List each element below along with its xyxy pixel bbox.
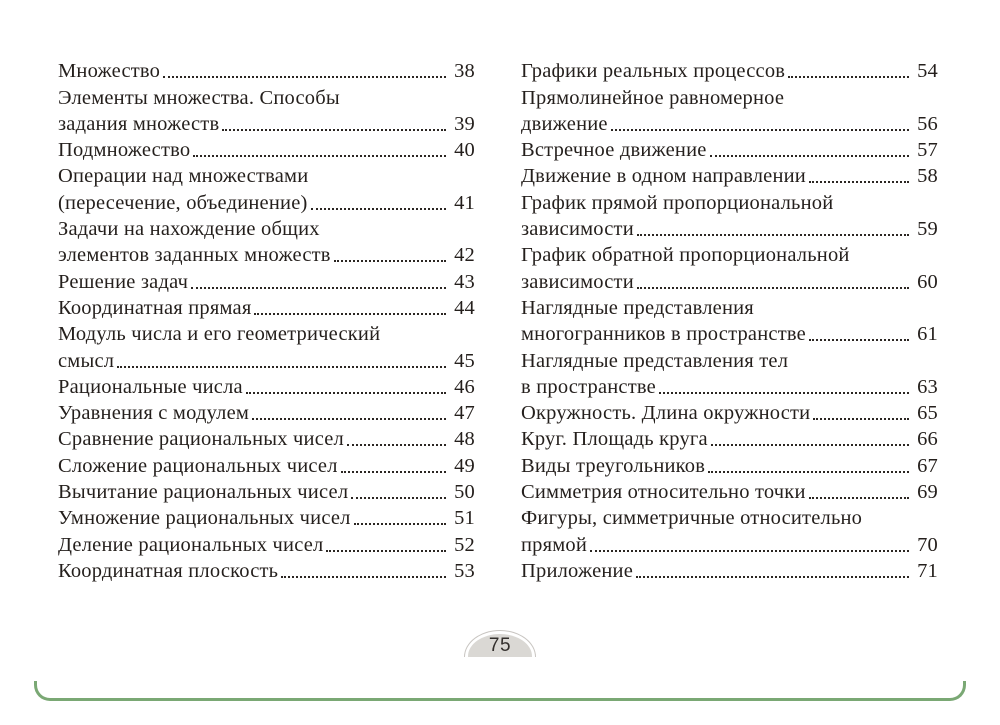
toc-entry-line xyxy=(58,478,475,504)
toc-entry-page-number: 71 xyxy=(917,559,938,582)
toc-entry-line xyxy=(58,504,475,530)
toc-entry-title: Множество xyxy=(58,60,161,83)
toc-entry-line xyxy=(58,399,475,425)
toc-entry-page-number: 49 xyxy=(454,454,475,477)
toc-entry-line xyxy=(58,241,475,267)
dotted-leader xyxy=(254,313,446,315)
toc-entry-title: Виды треугольников xyxy=(521,454,706,477)
toc-entry-page-number: 61 xyxy=(917,323,938,346)
page-number-dome-fill xyxy=(468,634,532,657)
toc-entry-page-number: 53 xyxy=(454,559,475,582)
toc-entry-line xyxy=(521,215,938,241)
toc-entry-title: Сложение рациональных чисел xyxy=(58,454,338,477)
dotted-leader xyxy=(788,76,909,78)
toc-entry-line xyxy=(521,241,938,267)
dotted-leader xyxy=(326,550,446,552)
toc-entry-page-number: 60 xyxy=(917,270,938,293)
toc-entry-line xyxy=(58,294,475,320)
toc-entry-title: Симметрия относительно точки xyxy=(521,481,806,504)
toc-entry-page-number: 54 xyxy=(917,60,938,83)
toc-entry-page-number: 51 xyxy=(454,507,475,530)
toc-entry-line xyxy=(58,373,475,399)
toc-entry-page-number: 48 xyxy=(454,428,475,451)
toc-entry-page-number: 69 xyxy=(917,481,938,504)
dotted-leader xyxy=(708,471,909,473)
dotted-leader xyxy=(334,260,446,262)
dotted-leader xyxy=(222,129,446,131)
toc-entry-page-number: 70 xyxy=(917,533,938,556)
dotted-leader xyxy=(354,523,446,525)
toc-entry-title: Встречное движение xyxy=(521,139,707,162)
toc-entry-title: Решение задач xyxy=(58,270,189,293)
toc-entry-page-number: 45 xyxy=(454,349,475,372)
toc-entry-title: Сравнение рациональных чисел xyxy=(58,428,344,451)
toc-entry-line xyxy=(58,425,475,451)
toc-entry-title: прямой xyxy=(521,533,588,556)
toc-entry-line xyxy=(58,57,475,83)
dotted-leader xyxy=(636,576,909,578)
toc-entry-title: Окружность. Длина окружности xyxy=(521,402,811,425)
toc-entry-title: многогранников в пространстве xyxy=(521,323,806,346)
toc-entry-line xyxy=(521,346,938,372)
toc-entry-title: Уравнения с модулем xyxy=(58,402,250,425)
page-frame-border xyxy=(34,681,966,701)
toc-entry-line xyxy=(58,320,475,346)
dotted-leader xyxy=(252,418,446,420)
toc-entry-title: задания множеств xyxy=(58,112,220,135)
toc-column-right xyxy=(521,57,938,583)
toc-entry-title: движение xyxy=(521,112,608,135)
toc-entry-title: Модуль числа и его геометрический xyxy=(58,323,381,346)
toc-entry-line xyxy=(521,294,938,320)
toc-entry-line xyxy=(58,530,475,556)
toc-entry-line xyxy=(58,346,475,372)
toc-entry-title: в пространстве xyxy=(521,375,656,398)
dotted-leader xyxy=(347,444,446,446)
toc-entry-title: Координатная плоскость xyxy=(58,559,279,582)
toc-entry-line xyxy=(521,57,938,83)
toc-entry-page-number: 63 xyxy=(917,375,938,398)
toc-entry-title: Вычитание рациональных чисел xyxy=(58,481,349,504)
toc-entry-page-number: 66 xyxy=(917,428,938,451)
toc-entry-title: Графики реальных процессов xyxy=(521,60,786,83)
toc-entry-page-number: 65 xyxy=(917,402,938,425)
toc-entry-title: смысл xyxy=(58,349,115,372)
toc-entry-page-number: 42 xyxy=(454,244,475,267)
dotted-leader xyxy=(117,366,446,368)
toc-entry-title: Подмножество xyxy=(58,139,191,162)
toc-entry-line xyxy=(58,267,475,293)
toc-entry-title: Приложение xyxy=(521,559,634,582)
toc-entry-line xyxy=(521,451,938,477)
toc-entry-title: Операции над множествами xyxy=(58,165,309,188)
toc-entry-page-number: 41 xyxy=(454,191,475,214)
toc-entry-page-number: 58 xyxy=(917,165,938,188)
toc-entry-line xyxy=(521,162,938,188)
toc-entry-line xyxy=(521,267,938,293)
toc-entry-line xyxy=(521,478,938,504)
toc-entry-line xyxy=(58,162,475,188)
toc-entry-line xyxy=(521,425,938,451)
toc-entry-title: Рациональные числа xyxy=(58,375,243,398)
dotted-leader xyxy=(311,208,446,210)
toc-entry-title: Задачи на нахождение общих xyxy=(58,218,320,241)
toc-entry-page-number: 52 xyxy=(454,533,475,556)
dotted-leader xyxy=(351,497,446,499)
dotted-leader xyxy=(281,576,446,578)
page-number: 75 xyxy=(488,635,512,656)
toc-entry-title: Движение в одном направлении xyxy=(521,165,806,188)
dotted-leader xyxy=(193,155,446,157)
dotted-leader xyxy=(590,550,909,552)
toc-entry-title: График обратной пропорциональной xyxy=(521,244,850,267)
toc-entry-line xyxy=(58,557,475,583)
toc-entry-line xyxy=(521,504,938,530)
dotted-leader xyxy=(809,339,909,341)
dotted-leader xyxy=(611,129,909,131)
toc-columns xyxy=(58,57,938,583)
page-number-dome xyxy=(464,630,536,657)
toc-entry-page-number: 40 xyxy=(454,139,475,162)
toc-entry-line xyxy=(58,83,475,109)
toc-entry-page-number: 56 xyxy=(917,112,938,135)
toc-entry-line xyxy=(521,188,938,214)
toc-entry-title: Деление рациональных чисел xyxy=(58,533,324,556)
toc-entry-line xyxy=(58,451,475,477)
toc-entry-title: элементов заданных множеств xyxy=(58,244,331,267)
toc-entry-page-number: 44 xyxy=(454,296,475,319)
toc-entry-page-number: 38 xyxy=(454,60,475,83)
toc-entry-line xyxy=(521,83,938,109)
toc-entry-page-number: 57 xyxy=(917,139,938,162)
toc-entry-page-number: 39 xyxy=(454,112,475,135)
toc-entry-line xyxy=(58,215,475,241)
toc-entry-title: зависимости xyxy=(521,270,634,293)
toc-entry-title: График прямой пропорциональной xyxy=(521,191,834,214)
toc-entry-title: Наглядные представления тел xyxy=(521,349,789,372)
toc-entry-title: Элементы множества. Способы xyxy=(58,86,340,109)
toc-entry-title: (пересечение, объединение) xyxy=(58,191,308,214)
toc-entry-line xyxy=(521,320,938,346)
dotted-leader xyxy=(191,287,446,289)
toc-entry-page-number: 50 xyxy=(454,481,475,504)
dotted-leader xyxy=(659,392,909,394)
toc-entry-line xyxy=(58,136,475,162)
toc-column-left xyxy=(58,57,475,583)
toc-entry-title: Наглядные представления xyxy=(521,296,754,319)
toc-entry-line xyxy=(521,373,938,399)
dotted-leader xyxy=(341,471,446,473)
toc-entry-title: Фигуры, симметричные относительно xyxy=(521,507,863,530)
toc-entry-line xyxy=(521,530,938,556)
toc-entry-line xyxy=(58,110,475,136)
toc-entry-title: Координатная прямая xyxy=(58,296,252,319)
toc-entry-line xyxy=(521,399,938,425)
toc-entry-line xyxy=(521,110,938,136)
toc-entry-line xyxy=(521,136,938,162)
dotted-leader xyxy=(809,497,909,499)
toc-entry-page-number: 43 xyxy=(454,270,475,293)
dotted-leader xyxy=(163,76,446,78)
toc-entry-page-number: 47 xyxy=(454,402,475,425)
toc-entry-page-number: 59 xyxy=(917,218,938,241)
toc-entry-page-number: 46 xyxy=(454,375,475,398)
toc-entry-page-number: 67 xyxy=(917,454,938,477)
dotted-leader xyxy=(711,444,909,446)
toc-entry-title: Круг. Площадь круга xyxy=(521,428,708,451)
dotted-leader xyxy=(246,392,446,394)
dotted-leader xyxy=(809,181,909,183)
dotted-leader xyxy=(637,234,909,236)
toc-entry-title: Умножение рациональных чисел xyxy=(58,507,351,530)
toc-entry-title: Прямолинейное равномерное xyxy=(521,86,785,109)
dotted-leader xyxy=(813,418,909,420)
dotted-leader xyxy=(637,287,909,289)
toc-entry-line xyxy=(521,557,938,583)
dotted-leader xyxy=(710,155,909,157)
toc-entry-title: зависимости xyxy=(521,218,634,241)
toc-entry-line xyxy=(58,188,475,214)
